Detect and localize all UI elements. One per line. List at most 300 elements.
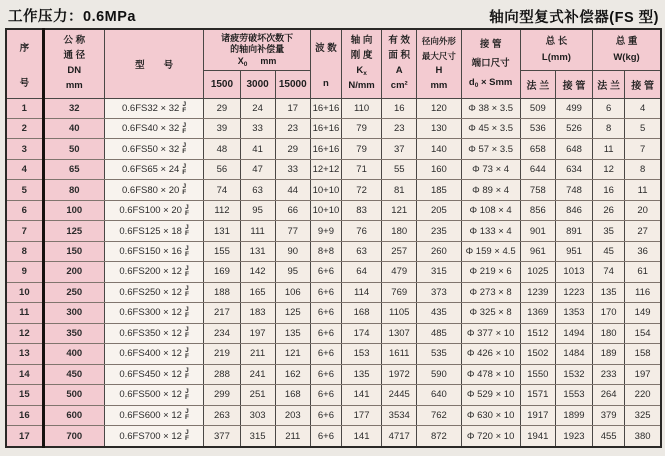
cell-radial-h: 872 <box>417 426 461 448</box>
cell-dn: 40 <box>43 118 104 138</box>
cell-weight-flange: 180 <box>593 323 625 343</box>
cell-length-flange: 644 <box>520 159 555 179</box>
model-variant-jf: J F <box>182 183 187 197</box>
cell-length-flange: 1239 <box>520 282 555 302</box>
cell-x0-15000: 66 <box>275 200 310 220</box>
cell-radial-h: 373 <box>417 282 461 302</box>
cell-stiffness: 177 <box>341 405 381 425</box>
cell-dn: 32 <box>43 98 104 118</box>
pressure-title: 工作压力：0.6MPa <box>8 9 136 25</box>
cell-radial-h: 130 <box>417 118 461 138</box>
cell-dn: 350 <box>43 323 104 343</box>
cell-stiffness: 72 <box>341 180 381 200</box>
header-row-top <box>6 29 661 70</box>
model-variant-jf: J F <box>184 367 189 381</box>
cell-weight-flange: 170 <box>593 303 625 323</box>
table-header <box>6 29 661 98</box>
cell-length-flange: 1917 <box>520 405 555 425</box>
cell-x0-1500: 188 <box>204 282 240 302</box>
table-row <box>6 426 661 448</box>
cell-model: 0.6FS80 × 20 J F <box>104 180 203 200</box>
cell-weight-flange: 11 <box>593 139 625 159</box>
cell-length-pipe: 1923 <box>555 426 592 448</box>
cell-port-size: Φ 57 × 3.5 <box>461 139 520 159</box>
cell-model: 0.6FS300 × 12 J F <box>104 303 203 323</box>
cell-area: 2445 <box>382 385 417 405</box>
header-x0-group: 诸疲劳破坏次数下 的轴向补偿量 $X_0$ mm <box>204 29 311 70</box>
header-axial-stiffness: 轴 向 刚 度 $K_x$ N/mm <box>341 29 381 98</box>
cell-dn: 50 <box>43 139 104 159</box>
cell-stiffness: 110 <box>341 98 381 118</box>
cell-dn: 400 <box>43 344 104 364</box>
cell-x0-3000: 165 <box>240 282 275 302</box>
cell-x0-15000: 29 <box>275 139 310 159</box>
cell-length-flange: 856 <box>520 200 555 220</box>
cell-radial-h: 315 <box>417 262 461 282</box>
cell-wave-n: 16+16 <box>310 98 341 118</box>
cell-stiffness: 174 <box>341 323 381 343</box>
cell-x0-15000: 162 <box>275 364 310 384</box>
cell-stiffness: 168 <box>341 303 381 323</box>
table-row <box>6 364 661 384</box>
cell-area: 37 <box>382 139 417 159</box>
cell-stiffness: 79 <box>341 139 381 159</box>
cell-seq: 8 <box>6 241 43 261</box>
model-variant-jf: J F <box>182 101 187 115</box>
header-total-length: 总 长 L(mm) <box>520 29 592 70</box>
cell-dn: 125 <box>43 221 104 241</box>
cell-area: 1105 <box>382 303 417 323</box>
cell-length-flange: 1512 <box>520 323 555 343</box>
header-x0-formula: $X_0$ mm <box>237 55 277 68</box>
table-row <box>6 98 661 118</box>
cell-port-size: Φ 219 × 6 <box>461 262 520 282</box>
cell-weight-flange: 189 <box>593 344 625 364</box>
table-body <box>6 98 661 447</box>
cell-x0-15000: 44 <box>275 180 310 200</box>
cell-x0-15000: 95 <box>275 262 310 282</box>
cell-wave-n: 10+10 <box>310 180 341 200</box>
cell-dn: 500 <box>43 385 104 405</box>
cell-weight-pipe: 4 <box>625 98 661 118</box>
cell-length-flange: 901 <box>520 221 555 241</box>
cell-x0-1500: 48 <box>204 139 240 159</box>
cell-wave-n: 6+6 <box>310 385 341 405</box>
cell-x0-15000: 90 <box>275 241 310 261</box>
cell-x0-3000: 142 <box>240 262 275 282</box>
model-variant-jf: J F <box>182 121 187 135</box>
cell-x0-3000: 24 <box>240 98 275 118</box>
model-variant-jf: J F <box>182 142 187 156</box>
cell-length-pipe: 1013 <box>555 262 592 282</box>
cell-length-flange: 961 <box>520 241 555 261</box>
cell-port-size: Φ 478 × 10 <box>461 364 520 384</box>
cell-x0-3000: 315 <box>240 426 275 448</box>
cell-model: 0.6FS125 × 18 J F <box>104 221 203 241</box>
cell-x0-15000: 33 <box>275 159 310 179</box>
cell-length-flange: 1571 <box>520 385 555 405</box>
cell-seq: 3 <box>6 139 43 159</box>
cell-length-flange: 509 <box>520 98 555 118</box>
cell-x0-1500: 29 <box>204 98 240 118</box>
cell-radial-h: 120 <box>417 98 461 118</box>
cell-weight-flange: 26 <box>593 200 625 220</box>
cell-model: 0.6FS450 × 12 J F <box>104 364 203 384</box>
cell-model: 0.6FS40 × 32 J F <box>104 118 203 138</box>
cell-seq: 4 <box>6 159 43 179</box>
header-radial-max: 径向外形 最大尺寸 H mm <box>417 29 461 98</box>
cell-weight-flange: 35 <box>593 221 625 241</box>
cell-area: 1307 <box>382 323 417 343</box>
cell-seq: 6 <box>6 200 43 220</box>
cell-radial-h: 485 <box>417 323 461 343</box>
cell-weight-pipe: 158 <box>625 344 661 364</box>
header-weight-pipe: 接 管 <box>625 70 661 98</box>
cell-stiffness: 71 <box>341 159 381 179</box>
cell-port-size: Φ 630 × 10 <box>461 405 520 425</box>
cell-port-size: Φ 73 × 4 <box>461 159 520 179</box>
header-x0-1500: 1500 <box>204 70 240 98</box>
header-seq <box>6 29 43 98</box>
model-variant-jf: J F <box>184 326 189 340</box>
cell-area: 1611 <box>382 344 417 364</box>
cell-x0-1500: 169 <box>204 262 240 282</box>
cell-x0-1500: 377 <box>204 426 240 448</box>
cell-dn: 200 <box>43 262 104 282</box>
table-row <box>6 118 661 138</box>
model-variant-jf: J F <box>184 285 189 299</box>
cell-x0-1500: 56 <box>204 159 240 179</box>
cell-stiffness: 63 <box>341 241 381 261</box>
cell-model: 0.6FS400 × 12 J F <box>104 344 203 364</box>
model-variant-jf: J F <box>184 244 189 258</box>
cell-x0-3000: 33 <box>240 118 275 138</box>
cell-wave-n: 6+6 <box>310 344 341 364</box>
cell-length-pipe: 1553 <box>555 385 592 405</box>
table-row <box>6 344 661 364</box>
cell-stiffness: 141 <box>341 426 381 448</box>
cell-seq: 5 <box>6 180 43 200</box>
cell-area: 3534 <box>382 405 417 425</box>
cell-stiffness: 153 <box>341 344 381 364</box>
cell-seq: 2 <box>6 118 43 138</box>
header-length-pipe: 接 管 <box>555 70 592 98</box>
cell-x0-1500: 234 <box>204 323 240 343</box>
cell-length-pipe: 1532 <box>555 364 592 384</box>
cell-weight-flange: 135 <box>593 282 625 302</box>
cell-x0-15000: 211 <box>275 426 310 448</box>
header-port-formula: $d_0$ × Smm <box>468 76 513 89</box>
cell-weight-flange: 74 <box>593 262 625 282</box>
cell-area: 81 <box>382 180 417 200</box>
cell-model: 0.6FS65 × 24 J F <box>104 159 203 179</box>
cell-wave-n: 8+8 <box>310 241 341 261</box>
cell-weight-pipe: 325 <box>625 405 661 425</box>
cell-length-pipe: 648 <box>555 139 592 159</box>
table-row <box>6 282 661 302</box>
cell-port-size: Φ 273 × 8 <box>461 282 520 302</box>
cell-length-pipe: 891 <box>555 221 592 241</box>
cell-model: 0.6FS150 × 16 J F <box>104 241 203 261</box>
cell-dn: 65 <box>43 159 104 179</box>
model-variant-jf: J F <box>182 162 187 176</box>
cell-port-size: Φ 325 × 8 <box>461 303 520 323</box>
cell-dn: 250 <box>43 282 104 302</box>
cell-stiffness: 141 <box>341 385 381 405</box>
cell-x0-1500: 112 <box>204 200 240 220</box>
cell-x0-3000: 47 <box>240 159 275 179</box>
table-row <box>6 405 661 425</box>
cell-model: 0.6FS50 × 32 J F <box>104 139 203 159</box>
spec-table <box>5 28 662 448</box>
cell-area: 180 <box>382 221 417 241</box>
cell-model: 0.6FS500 × 12 J F <box>104 385 203 405</box>
cell-x0-1500: 219 <box>204 344 240 364</box>
cell-x0-3000: 303 <box>240 405 275 425</box>
cell-weight-pipe: 154 <box>625 323 661 343</box>
cell-weight-pipe: 8 <box>625 159 661 179</box>
cell-length-pipe: 1899 <box>555 405 592 425</box>
cell-weight-flange: 379 <box>593 405 625 425</box>
cell-stiffness: 76 <box>341 221 381 241</box>
cell-dn: 100 <box>43 200 104 220</box>
cell-x0-15000: 168 <box>275 385 310 405</box>
header-x0-3000: 3000 <box>240 70 275 98</box>
cell-x0-15000: 203 <box>275 405 310 425</box>
cell-x0-15000: 121 <box>275 344 310 364</box>
cell-port-size: Φ 38 × 3.5 <box>461 98 520 118</box>
cell-stiffness: 114 <box>341 282 381 302</box>
header-port-size: 接 管 端口尺寸 $d_0$ × Smm <box>461 29 520 98</box>
cell-wave-n: 6+6 <box>310 405 341 425</box>
cell-x0-15000: 125 <box>275 303 310 323</box>
cell-model: 0.6FS200 × 12 J F <box>104 262 203 282</box>
table-row <box>6 323 661 343</box>
cell-weight-flange: 455 <box>593 426 625 448</box>
model-variant-jf: J F <box>184 224 189 238</box>
cell-length-flange: 1369 <box>520 303 555 323</box>
cell-weight-pipe: 380 <box>625 426 661 448</box>
table-row <box>6 262 661 282</box>
cell-x0-3000: 183 <box>240 303 275 323</box>
cell-port-size: Φ 377 × 10 <box>461 323 520 343</box>
cell-wave-n: 9+9 <box>310 221 341 241</box>
cell-length-pipe: 526 <box>555 118 592 138</box>
cell-model: 0.6FS32 × 32 J F <box>104 98 203 118</box>
header-length-flange: 法 兰 <box>520 70 555 98</box>
cell-dn: 450 <box>43 364 104 384</box>
cell-weight-pipe: 61 <box>625 262 661 282</box>
cell-weight-pipe: 11 <box>625 180 661 200</box>
cell-weight-pipe: 36 <box>625 241 661 261</box>
cell-weight-pipe: 220 <box>625 385 661 405</box>
cell-length-pipe: 1484 <box>555 344 592 364</box>
cell-port-size: Φ 45 × 3.5 <box>461 118 520 138</box>
cell-x0-3000: 63 <box>240 180 275 200</box>
table-row <box>6 241 661 261</box>
cell-dn: 600 <box>43 405 104 425</box>
cell-length-pipe: 634 <box>555 159 592 179</box>
cell-port-size: Φ 108 × 4 <box>461 200 520 220</box>
cell-weight-pipe: 20 <box>625 200 661 220</box>
cell-dn: 150 <box>43 241 104 261</box>
cell-area: 16 <box>382 98 417 118</box>
cell-x0-1500: 263 <box>204 405 240 425</box>
table-row <box>6 385 661 405</box>
cell-radial-h: 435 <box>417 303 461 323</box>
cell-x0-3000: 41 <box>240 139 275 159</box>
cell-weight-pipe: 149 <box>625 303 661 323</box>
cell-length-flange: 1941 <box>520 426 555 448</box>
cell-dn: 300 <box>43 303 104 323</box>
cell-weight-pipe: 7 <box>625 139 661 159</box>
cell-port-size: Φ 426 × 10 <box>461 344 520 364</box>
cell-wave-n: 10+10 <box>310 200 341 220</box>
cell-wave-n: 6+6 <box>310 323 341 343</box>
cell-radial-h: 260 <box>417 241 461 261</box>
cell-dn: 80 <box>43 180 104 200</box>
table-row <box>6 221 661 241</box>
cell-x0-15000: 17 <box>275 98 310 118</box>
cell-length-pipe: 748 <box>555 180 592 200</box>
cell-x0-3000: 241 <box>240 364 275 384</box>
cell-length-pipe: 951 <box>555 241 592 261</box>
header-x0-15000: 15000 <box>275 70 310 98</box>
cell-weight-pipe: 197 <box>625 364 661 384</box>
header-total-weight: 总 重 W(kg) <box>593 29 661 70</box>
model-variant-jf: J F <box>184 203 189 217</box>
cell-x0-15000: 135 <box>275 323 310 343</box>
cell-area: 23 <box>382 118 417 138</box>
cell-x0-15000: 106 <box>275 282 310 302</box>
cell-x0-1500: 155 <box>204 241 240 261</box>
cell-radial-h: 160 <box>417 159 461 179</box>
model-variant-jf: J F <box>184 264 189 278</box>
cell-seq: 7 <box>6 221 43 241</box>
cell-stiffness: 135 <box>341 364 381 384</box>
header-wave-count: 波 数 n <box>310 29 341 98</box>
cell-dn: 700 <box>43 426 104 448</box>
cell-seq: 10 <box>6 282 43 302</box>
cell-x0-1500: 131 <box>204 221 240 241</box>
cell-radial-h: 590 <box>417 364 461 384</box>
cell-x0-1500: 299 <box>204 385 240 405</box>
cell-seq: 12 <box>6 323 43 343</box>
cell-length-pipe: 1353 <box>555 303 592 323</box>
cell-weight-flange: 12 <box>593 159 625 179</box>
cell-wave-n: 6+6 <box>310 282 341 302</box>
cell-area: 257 <box>382 241 417 261</box>
table-row <box>6 303 661 323</box>
cell-seq: 16 <box>6 405 43 425</box>
cell-wave-n: 16+16 <box>310 139 341 159</box>
cell-weight-flange: 45 <box>593 241 625 261</box>
cell-x0-1500: 39 <box>204 118 240 138</box>
cell-x0-1500: 74 <box>204 180 240 200</box>
cell-port-size: Φ 89 × 4 <box>461 180 520 200</box>
header-weight-flange: 法 兰 <box>593 70 625 98</box>
cell-port-size: Φ 720 × 10 <box>461 426 520 448</box>
cell-weight-pipe: 5 <box>625 118 661 138</box>
cell-length-flange: 1502 <box>520 344 555 364</box>
cell-x0-3000: 251 <box>240 385 275 405</box>
cell-port-size: Φ 159 × 4.5 <box>461 241 520 261</box>
header-seq-top: 序 <box>19 43 30 54</box>
cell-weight-flange: 16 <box>593 180 625 200</box>
cell-stiffness: 83 <box>341 200 381 220</box>
cell-area: 4717 <box>382 426 417 448</box>
cell-weight-flange: 6 <box>593 98 625 118</box>
cell-wave-n: 16+16 <box>310 118 341 138</box>
model-variant-jf: J F <box>184 387 189 401</box>
cell-seq: 17 <box>6 426 43 448</box>
cell-wave-n: 12+12 <box>310 159 341 179</box>
cell-port-size: Φ 133 × 4 <box>461 221 520 241</box>
cell-area: 1972 <box>382 364 417 384</box>
model-variant-jf: J F <box>184 305 189 319</box>
cell-radial-h: 140 <box>417 139 461 159</box>
cell-x0-3000: 197 <box>240 323 275 343</box>
cell-weight-pipe: 27 <box>625 221 661 241</box>
cell-port-size: Φ 529 × 10 <box>461 385 520 405</box>
header-model: 型 号 <box>104 29 203 98</box>
model-variant-jf: J F <box>184 408 189 422</box>
cell-wave-n: 6+6 <box>310 303 341 323</box>
cell-seq: 15 <box>6 385 43 405</box>
cell-length-flange: 1550 <box>520 364 555 384</box>
cell-length-flange: 758 <box>520 180 555 200</box>
cell-area: 769 <box>382 282 417 302</box>
cell-seq: 14 <box>6 364 43 384</box>
cell-x0-3000: 211 <box>240 344 275 364</box>
cell-wave-n: 6+6 <box>310 426 341 448</box>
cell-length-pipe: 846 <box>555 200 592 220</box>
cell-x0-15000: 77 <box>275 221 310 241</box>
cell-area: 55 <box>382 159 417 179</box>
cell-length-pipe: 1494 <box>555 323 592 343</box>
cell-x0-3000: 95 <box>240 200 275 220</box>
cell-x0-1500: 217 <box>204 303 240 323</box>
cell-model: 0.6FS600 × 12 J F <box>104 405 203 425</box>
header-seq-bottom: 号 <box>19 77 30 89</box>
cell-area: 121 <box>382 200 417 220</box>
cell-seq: 1 <box>6 98 43 118</box>
cell-wave-n: 6+6 <box>310 364 341 384</box>
cell-radial-h: 535 <box>417 344 461 364</box>
cell-radial-h: 205 <box>417 200 461 220</box>
cell-area: 479 <box>382 262 417 282</box>
cell-stiffness: 79 <box>341 118 381 138</box>
product-title: 轴向型复式补偿器(FS 型) <box>489 10 659 26</box>
table-row <box>6 180 661 200</box>
cell-weight-flange: 264 <box>593 385 625 405</box>
cell-seq: 11 <box>6 303 43 323</box>
header-kx-formula: $K_x$ <box>356 65 367 78</box>
cell-seq: 9 <box>6 262 43 282</box>
model-variant-jf: J F <box>184 429 189 442</box>
table-row <box>6 200 661 220</box>
cell-weight-flange: 233 <box>593 364 625 384</box>
cell-length-pipe: 1223 <box>555 282 592 302</box>
cell-radial-h: 185 <box>417 180 461 200</box>
cell-radial-h: 235 <box>417 221 461 241</box>
cell-x0-15000: 23 <box>275 118 310 138</box>
cell-radial-h: 762 <box>417 405 461 425</box>
cell-model: 0.6FS700 × 12 J F <box>104 426 203 448</box>
table-row <box>6 159 661 179</box>
cell-x0-3000: 111 <box>240 221 275 241</box>
cell-stiffness: 64 <box>341 262 381 282</box>
